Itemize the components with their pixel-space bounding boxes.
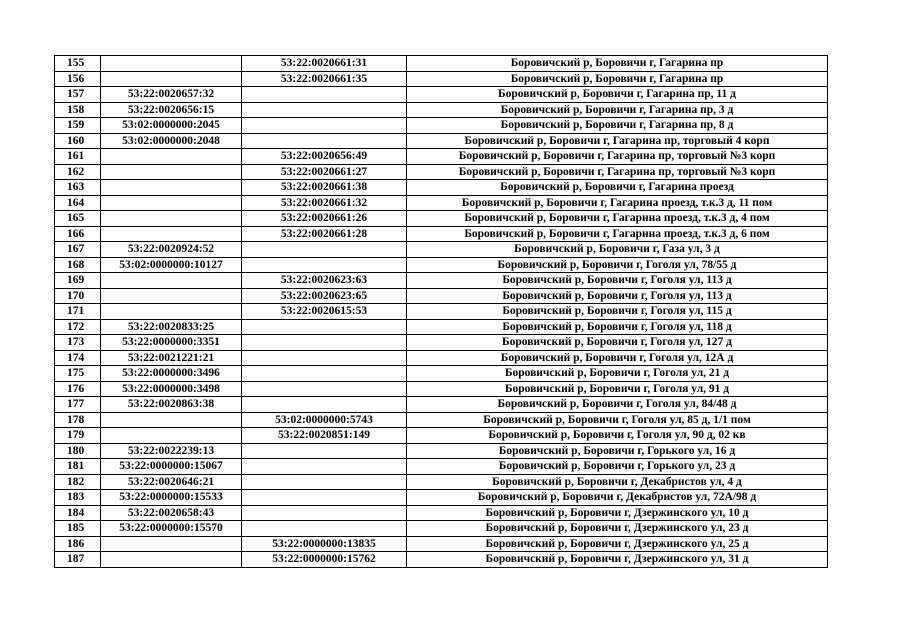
- row-number: 172: [55, 319, 101, 335]
- table-row: [55, 304, 828, 320]
- cadastral-table: [54, 55, 828, 568]
- address-cell: Боровичский р, Боровичи г, Гагарина проезд: [407, 180, 828, 196]
- cadastral-number-cell: [101, 56, 242, 72]
- linked-cadastral-number-cell: [242, 505, 407, 521]
- cadastral-number-cell: 53:22:0021221:21: [101, 350, 242, 366]
- cadastral-number-cell: 53:22:0000000:15533: [101, 490, 242, 506]
- address-cell: Боровичский р, Боровичи г, Гоголя ул, 21 д: [407, 366, 828, 382]
- linked-cadastral-number-cell: [242, 242, 407, 258]
- cadastral-number-cell: 53:02:0000000:2048: [101, 133, 242, 149]
- linked-cadastral-number-cell: [242, 459, 407, 475]
- cadastral-number-cell: 53:22:0020657:32: [101, 87, 242, 103]
- table-row: [55, 443, 828, 459]
- cadastral-number-cell: 53:22:0020863:38: [101, 397, 242, 413]
- row-number: 157: [55, 87, 101, 103]
- table-row: [55, 102, 828, 118]
- cadastral-number-cell: [101, 273, 242, 289]
- row-number: 176: [55, 381, 101, 397]
- row-number: 181: [55, 459, 101, 475]
- cadastral-number-cell: 53:22:0000000:3351: [101, 335, 242, 351]
- linked-cadastral-number-cell: 53:02:0000000:5743: [242, 412, 407, 428]
- table-row: [55, 536, 828, 552]
- cadastral-number-cell: 53:22:0022239:13: [101, 443, 242, 459]
- cadastral-number-cell: [101, 149, 242, 165]
- row-number: 167: [55, 242, 101, 258]
- row-number: 179: [55, 428, 101, 444]
- cadastral-number-cell: [101, 226, 242, 242]
- cadastral-number-cell: [101, 536, 242, 552]
- row-number: 168: [55, 257, 101, 273]
- table-row: [55, 490, 828, 506]
- linked-cadastral-number-cell: [242, 133, 407, 149]
- row-number: 158: [55, 102, 101, 118]
- cadastral-number-cell: 53:22:0020833:25: [101, 319, 242, 335]
- cadastral-number-cell: [101, 180, 242, 196]
- linked-cadastral-number-cell: 53:22:0020661:28: [242, 226, 407, 242]
- document-page: [54, 55, 827, 568]
- linked-cadastral-number-cell: [242, 521, 407, 537]
- address-cell: Боровичский р, Боровичи г, Газа ул, 3 д: [407, 242, 828, 258]
- address-cell: Боровичский р, Боровичи г, Гоголя ул, 127 д: [407, 335, 828, 351]
- row-number: 165: [55, 211, 101, 227]
- table-row: [55, 335, 828, 351]
- row-number: 183: [55, 490, 101, 506]
- row-number: 184: [55, 505, 101, 521]
- address-cell: Боровичский р, Боровичи г, Гагарина пр, торговый №3 корп: [407, 149, 828, 165]
- address-cell: Боровичский р, Боровичи г, Гагарина проезд, т.к.3 д, 11 пом: [407, 195, 828, 211]
- table-row: [55, 552, 828, 568]
- row-number: 170: [55, 288, 101, 304]
- address-cell: Боровичский р, Боровичи г, Декабристов ул, 72А/98 д: [407, 490, 828, 506]
- table-row: [55, 195, 828, 211]
- table-row: [55, 180, 828, 196]
- row-number: 174: [55, 350, 101, 366]
- row-number: 162: [55, 164, 101, 180]
- row-number: 159: [55, 118, 101, 134]
- address-cell: Боровичский р, Боровичи г, Дзержинского ул, 10 д: [407, 505, 828, 521]
- table-row: [55, 459, 828, 475]
- linked-cadastral-number-cell: 53:22:0020661:26: [242, 211, 407, 227]
- cadastral-number-cell: [101, 552, 242, 568]
- linked-cadastral-number-cell: 53:22:0020623:65: [242, 288, 407, 304]
- linked-cadastral-number-cell: [242, 443, 407, 459]
- table-row: [55, 211, 828, 227]
- linked-cadastral-number-cell: 53:22:0000000:13835: [242, 536, 407, 552]
- address-cell: Боровичский р, Боровичи г, Гагарина проезд, т.к.3 д, 4 пом: [407, 211, 828, 227]
- address-cell: Боровичский р, Боровичи г, Горького ул, 23 д: [407, 459, 828, 475]
- row-number: 164: [55, 195, 101, 211]
- row-number: 177: [55, 397, 101, 413]
- table-row: [55, 257, 828, 273]
- cadastral-number-cell: 53:22:0000000:15067: [101, 459, 242, 475]
- row-number: 180: [55, 443, 101, 459]
- row-number: 187: [55, 552, 101, 568]
- linked-cadastral-number-cell: [242, 257, 407, 273]
- table-row: [55, 71, 828, 87]
- address-cell: Боровичский р, Боровичи г, Гагарина пр, 11 д: [407, 87, 828, 103]
- linked-cadastral-number-cell: [242, 490, 407, 506]
- table-row: [55, 428, 828, 444]
- cadastral-number-cell: 53:22:0020646:21: [101, 474, 242, 490]
- cadastral-number-cell: 53:02:0000000:10127: [101, 257, 242, 273]
- address-cell: Боровичский р, Боровичи г, Гоголя ул, 115 д: [407, 304, 828, 320]
- table-row: [55, 474, 828, 490]
- address-cell: Боровичский р, Боровичи г, Гагарина пр, 8 д: [407, 118, 828, 134]
- linked-cadastral-number-cell: [242, 350, 407, 366]
- table-row: [55, 366, 828, 382]
- cadastral-number-cell: 53:22:0020656:15: [101, 102, 242, 118]
- row-number: 182: [55, 474, 101, 490]
- address-cell: Боровичский р, Боровичи г, Гоголя ул, 84/48 д: [407, 397, 828, 413]
- linked-cadastral-number-cell: 53:22:0020623:63: [242, 273, 407, 289]
- row-number: 169: [55, 273, 101, 289]
- table-row: [55, 319, 828, 335]
- row-number: 186: [55, 536, 101, 552]
- cadastral-number-cell: [101, 195, 242, 211]
- address-cell: Боровичский р, Боровичи г, Гоголя ул, 113 д: [407, 273, 828, 289]
- address-cell: Боровичский р, Боровичи г, Горького ул, 16 д: [407, 443, 828, 459]
- cadastral-number-cell: 53:22:0000000:3498: [101, 381, 242, 397]
- cadastral-number-cell: [101, 428, 242, 444]
- table-row: [55, 381, 828, 397]
- table-row: [55, 56, 828, 72]
- row-number: 156: [55, 71, 101, 87]
- cadastral-number-cell: [101, 412, 242, 428]
- table-row: [55, 505, 828, 521]
- address-cell: Боровичский р, Боровичи г, Гоголя ул, 91 д: [407, 381, 828, 397]
- table-row: [55, 273, 828, 289]
- table-row: [55, 164, 828, 180]
- row-number: 178: [55, 412, 101, 428]
- row-number: 173: [55, 335, 101, 351]
- linked-cadastral-number-cell: 53:22:0020661:35: [242, 71, 407, 87]
- row-number: 161: [55, 149, 101, 165]
- address-cell: Боровичский р, Боровичи г, Гоголя ул, 78/55 д: [407, 257, 828, 273]
- address-cell: Боровичский р, Боровичи г, Гагарина пр, торговый 4 корп: [407, 133, 828, 149]
- cadastral-number-cell: 53:22:0020924:52: [101, 242, 242, 258]
- address-cell: Боровичский р, Боровичи г, Дзержинского ул, 31 д: [407, 552, 828, 568]
- row-number: 155: [55, 56, 101, 72]
- address-cell: Боровичский р, Боровичи г, Гоголя ул, 12А д: [407, 350, 828, 366]
- table-row: [55, 350, 828, 366]
- cadastral-number-cell: [101, 304, 242, 320]
- cadastral-number-cell: [101, 211, 242, 227]
- row-number: 166: [55, 226, 101, 242]
- linked-cadastral-number-cell: [242, 366, 407, 382]
- row-number: 185: [55, 521, 101, 537]
- address-cell: Боровичский р, Боровичи г, Гоголя ул, 85 д, 1/1 пом: [407, 412, 828, 428]
- table-row: [55, 87, 828, 103]
- address-cell: Боровичский р, Боровичи г, Гоголя ул, 90 д, 02 кв: [407, 428, 828, 444]
- cadastral-number-cell: 53:22:0020658:43: [101, 505, 242, 521]
- table-row: [55, 226, 828, 242]
- linked-cadastral-number-cell: 53:22:0020661:32: [242, 195, 407, 211]
- linked-cadastral-number-cell: [242, 397, 407, 413]
- linked-cadastral-number-cell: [242, 319, 407, 335]
- linked-cadastral-number-cell: 53:22:0020661:27: [242, 164, 407, 180]
- row-number: 175: [55, 366, 101, 382]
- table-row: [55, 412, 828, 428]
- linked-cadastral-number-cell: 53:22:0020656:49: [242, 149, 407, 165]
- table-row: [55, 397, 828, 413]
- table-body: [55, 56, 828, 568]
- linked-cadastral-number-cell: 53:22:0020661:38: [242, 180, 407, 196]
- table-row: [55, 149, 828, 165]
- linked-cadastral-number-cell: 53:22:0000000:15762: [242, 552, 407, 568]
- linked-cadastral-number-cell: [242, 102, 407, 118]
- table-row: [55, 118, 828, 134]
- linked-cadastral-number-cell: 53:22:0020615:53: [242, 304, 407, 320]
- address-cell: Боровичский р, Боровичи г, Декабристов ул, 4 д: [407, 474, 828, 490]
- row-number: 163: [55, 180, 101, 196]
- cadastral-number-cell: [101, 71, 242, 87]
- address-cell: Боровичский р, Боровичи г, Гагарина пр, торговый №3 корп: [407, 164, 828, 180]
- address-cell: Боровичский р, Боровичи г, Гагарина пр, 3 д: [407, 102, 828, 118]
- address-cell: Боровичский р, Боровичи г, Дзержинского ул, 23 д: [407, 521, 828, 537]
- linked-cadastral-number-cell: 53:22:0020661:31: [242, 56, 407, 72]
- table-row: [55, 288, 828, 304]
- address-cell: Боровичский р, Боровичи г, Гагарина пр: [407, 56, 828, 72]
- cadastral-number-cell: [101, 288, 242, 304]
- address-cell: Боровичский р, Боровичи г, Дзержинского ул, 25 д: [407, 536, 828, 552]
- linked-cadastral-number-cell: [242, 474, 407, 490]
- linked-cadastral-number-cell: 53:22:0020851:149: [242, 428, 407, 444]
- linked-cadastral-number-cell: [242, 118, 407, 134]
- row-number: 160: [55, 133, 101, 149]
- address-cell: Боровичский р, Боровичи г, Гоголя ул, 113 д: [407, 288, 828, 304]
- address-cell: Боровичский р, Боровичи г, Гоголя ул, 118 д: [407, 319, 828, 335]
- cadastral-number-cell: 53:02:0000000:2045: [101, 118, 242, 134]
- table-row: [55, 242, 828, 258]
- cadastral-number-cell: [101, 164, 242, 180]
- address-cell: Боровичский р, Боровичи г, Гагарина пр: [407, 71, 828, 87]
- table-row: [55, 133, 828, 149]
- cadastral-number-cell: 53:22:0000000:15570: [101, 521, 242, 537]
- linked-cadastral-number-cell: [242, 335, 407, 351]
- table-row: [55, 521, 828, 537]
- linked-cadastral-number-cell: [242, 381, 407, 397]
- cadastral-number-cell: 53:22:0000000:3496: [101, 366, 242, 382]
- address-cell: Боровичский р, Боровичи г, Гагарина проезд, т.к.3 д, 6 пом: [407, 226, 828, 242]
- row-number: 171: [55, 304, 101, 320]
- linked-cadastral-number-cell: [242, 87, 407, 103]
